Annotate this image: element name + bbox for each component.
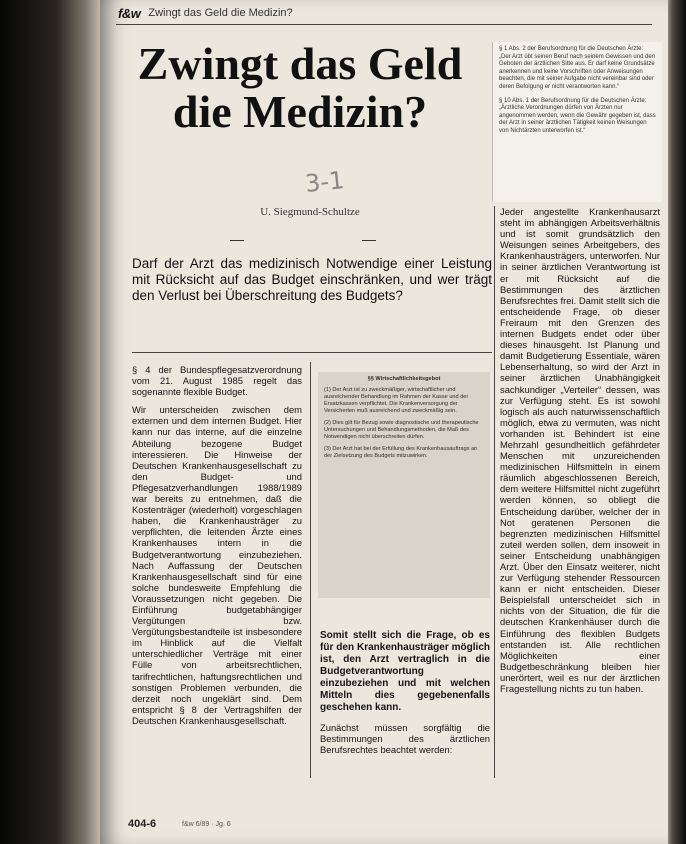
box-paragraph: (1) Der Arzt ist zu zweckmäßiger, wirtschaftlicher und ausreichender Behandlung im Rahmen der Kasse und der Ersatzkassen verpflichtet. Die Krankenversorgung der Versicherten muß ausreichend und zweckmäßig sein.: [324, 387, 469, 414]
column-rule-2: [494, 206, 495, 778]
paragraph: § 4 der Bundespflegesatzverordnung vom 21. August 1985 regelt das sogenannte flexible Budget.: [132, 364, 302, 398]
author-dash-left: [230, 240, 244, 241]
column-rule-1: [310, 362, 311, 778]
box-paragraph: (2) Dies gilt für Bezug sowie diagnostische und therapeutische Untersuchungen und Behandlungsmethoden, die Maß des Notwendigen nicht überschreiten dürfen.: [324, 420, 479, 440]
handwritten-note: 3-1: [303, 166, 346, 198]
text-column-right: [500, 206, 660, 701]
law-quote-2: § 10 Abs. 1 der Berufsordnung für die Deutschen Ärzte: „Ärztliche Verordnungen dürfen von Ärzten nur angenommen werden, wenn die Gewähr gegeben ist, dass der Arzt in seiner ärztlichen Tätigkeit keinen Weisungen von Nichtärzten unterworfen ist.“: [499, 97, 656, 134]
paragraph: Jeder angestellte Krankenhausarzt steht im abhängigen Arbeitsverhältnis und ist somit grundsätzlich den Weisungen seines Arbeitgebers, des Krankenhausträgers, unterworfen. Nur in seiner ärztlichen Verantwortung ist er mit Rücksicht auf die Bestimmungen des ärztlichen Berufsrechtes frei. Damit stellt sich die entscheidende Frage, ob dieser Freiraum mit den Grenzen des internen Budgets endet oder über dieses hinausgeht. Ist Planung und damit Budgetierung Essentiale, wären Lebenserhaltung, so wird der Arzt in seiner ärztlichen Unabhängigkeit sachkundiger „Verteiler“ dessen, was zur Verfügung steht. Es ist sowohl logisch als auch naturwissenschaftlich möglich, etwa zu vermuten, was nicht vorhanden ist. Behindert ist eine Mehrzahl gesundheitlich gefährdeter Menschen mit unzureichenden medizinischen Hilfsmitteln in einem räumlich abgeschlossenen Bereich, dem weitere Hilfsmittel nicht zugeführt werden können, so obliegt die Entscheidung darüber, welcher der in Not geratenen Personen die begrenzten medizinischen Hilfsmittel zuteil werden sollen, dem insoweit in seiner Entscheidung unabhängigen Arzt. Über den Einsatz weiterer, nicht zur Verfügung stehender Ressourcen kann er nicht entscheiden. Dieser Beispielsfall unterscheidet sich in nichts von der Situation, die für die deutschen Krankenhäuser durch die Einführung des flexiblen Budgets entstanden ist. Alle rechtlichen Möglichkeiten einer Budgetbeschränkung bleiben hier unerörtert, weil es nur der ärztlichen Fragestellung nichts zu tun haben.: [500, 206, 660, 695]
page-number: 404-6: [128, 818, 157, 830]
page-header: [118, 4, 293, 22]
box-heading: §§ Wirtschaftlichkeitsgebot: [367, 376, 441, 382]
magazine-logo: f&w: [118, 5, 141, 21]
title-line-2: die Medizin?: [172, 86, 428, 137]
running-title: Zwingt das Geld die Medizin?: [148, 7, 293, 19]
title-line-1: Zwingt das Geld: [137, 38, 463, 89]
section-rule: [132, 352, 492, 353]
text-column-left: [132, 364, 302, 733]
wirtschaftlichkeitsgebot-box: [318, 372, 490, 598]
book-spine-left: [0, 0, 104, 844]
box-paragraph: (3) Der Arzt hat bei der Erfüllung des Krankenhausauftrags an der Zielsetzung des Budgets mitzuwirken.: [324, 446, 478, 459]
highlighted-question: Somit stellt sich die Frage, ob es für den Krankenhausträger möglich ist, den Arzt vertraglich in die Budgetverantwortung einzubeziehen und mit welchen Mitteln dies gegebenenfalls geschehen kann.: [320, 630, 490, 713]
paragraph: Wir unterscheiden zwischen dem externen und dem internen Budget. Hier kann nur das interne, auf die einzelne Abteilung bezogene Budget interessieren. Die Hinweise der Deutschen Krankenhausgesellschaft zu den Budget- und Pflegesatzverhandlungen 1988/1989 war bereits zu entnehmen, daß die Kostenträger (wiederholt) vorgeschlagen haben, die Krankenhausträger zu verpflichten, die leitenden Ärzte eines Krankenhauses intern in die Budgetverantwortung einzubeziehen. Nach Auffassung der Deutschen Krankenhausgesellschaft sind für eine solche bundesweite Empfehlung die Voraussetzungen nicht gegeben. Die Einführung budgetabhängiger Vergütungen bzw. Vergütungsbestandteile ist insbesondere im Hinblick auf die Vielfalt unterschiedlicher Verträge mit einer Fülle von arbeitsrechtlichen, tarifrechtlichen, haftungsrechtlichen und sonstigen Problemen verbunden, die derzeit noch ungeklärt sind. Dem entspricht § 8 der Vertragshilfen der Deutschen Krankenhausgesellschaft.: [132, 404, 302, 726]
issue-reference: f&w 6/89 · Jg. 6: [182, 821, 231, 828]
law-quote-1: § 1 Abs. 2 der Berufsordnung für die Deutschen Ärzte: „Der Arzt übt seinen Beruf nach seinem Gewissen und den Geboten der ärztlichen Sitte aus. Er darf keine Grundsätze anerkennen und keine Vorschriften oder Anweisungen beachten, die mit seiner Aufgabe nicht vereinbar sind oder deren Befolgung er nicht verantworten kann.“: [499, 46, 656, 90]
text-column-middle: [320, 630, 490, 762]
magazine-page: [100, 0, 668, 844]
paragraph: Zunächst müssen sorgfältig die Bestimmungen des ärztlichen Berufsrechtes beachtet werden:: [320, 722, 490, 756]
author-dash-right: [362, 240, 376, 241]
article-title: [120, 40, 480, 136]
header-rule: [116, 24, 652, 25]
law-quote-box: [492, 42, 662, 202]
article-lead: Darf der Arzt das medizinisch Notwendige einer Leistung mit Rücksicht auf das Budget einschränken, und wer trägt den Verlust bei Überschreitung des Budgets?: [132, 256, 492, 303]
article-author: U. Siegmund-Schultze: [260, 206, 360, 218]
